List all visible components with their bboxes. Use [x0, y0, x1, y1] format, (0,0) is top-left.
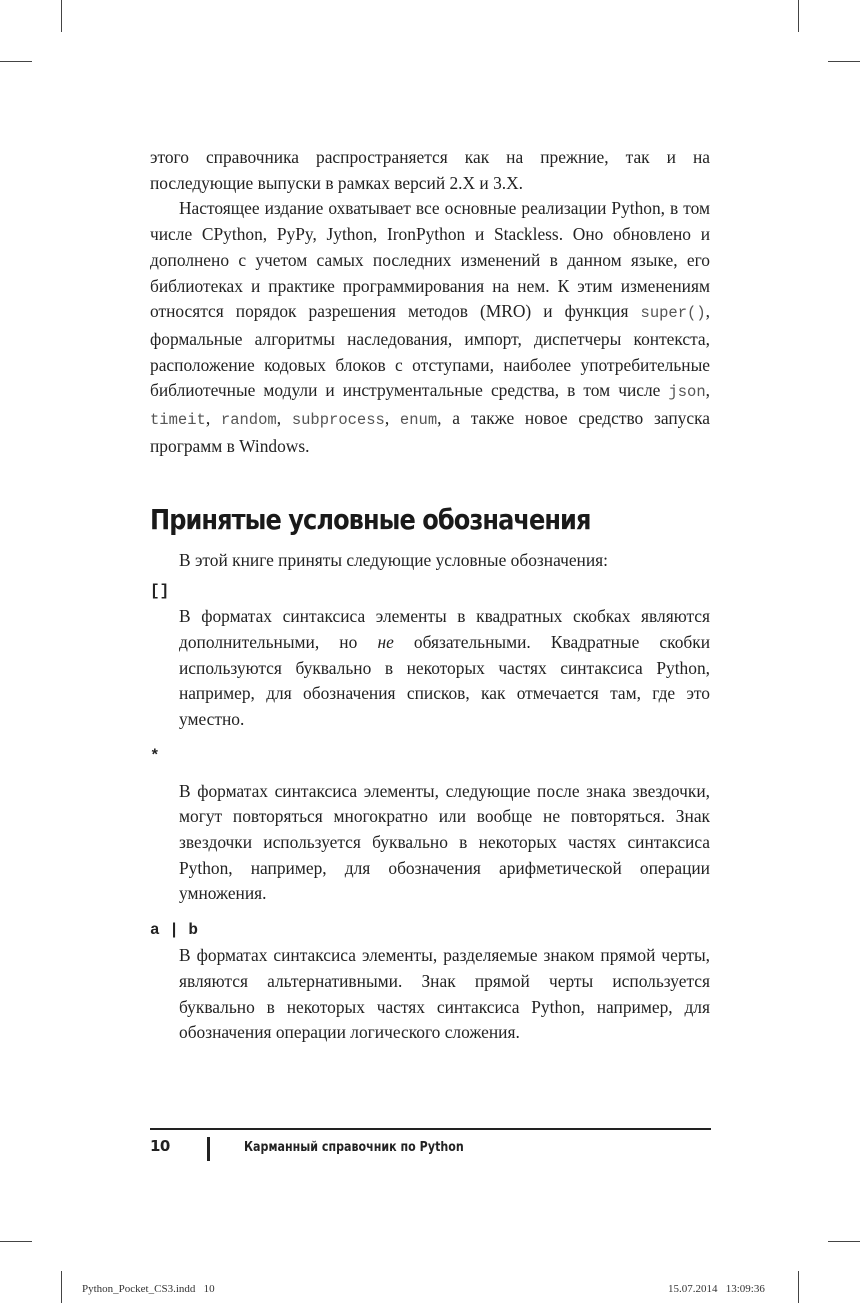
term-pipe: a | b [150, 921, 199, 940]
page-footer [150, 1137, 711, 1163]
crop-mark [0, 61, 32, 62]
footer-rule [150, 1128, 711, 1130]
section-heading: Принятые условные обозначения [150, 503, 591, 537]
desc-brackets: В форматах синтаксиса элементы в квадратных скобках являются дополнительными, но не обязательными. Квадратные скобки используются буквально в некоторых частях синтаксиса Python, например, для обозначения списков, как отмечается там, где это уместно. [179, 606, 710, 729]
code-json: json [668, 383, 706, 402]
desc-star: В форматах синтаксиса элементы, следующие после знака звездочки, могут повторяться многократно или вообще не повторяться. Знак звездочки используется буквально в некоторых частях синтаксиса Python, например, для обозначения арифметической операции умножения. [179, 780, 710, 904]
section-intro: В этой книге приняты следующие условные обозначения: [179, 550, 608, 571]
crop-mark [828, 1241, 860, 1242]
paragraph-edition: Настоящее издание охватывает все основные реализации Python, в том числе CPython, PyPy, Jython, IronPython и Stackless. Оно обновлено и дополнено с учетом самых последних изменений в данном языке, его библиотеках и практике программирования на нем. К этим изменениям относятся порядок разрешения методов (MRO) и функция super(), формальные алгоритмы наследования, импорт, диспетчеры контекста, расположение кодовых блоков с отступами, наиболее употребительные библиотечные модули и инструментальные средства, в том числе json, timeit, random, subprocess, enum, а также новое средство запуска программ в Windows. [150, 198, 710, 456]
code-subprocess: subprocess [291, 411, 385, 430]
code-random: random [220, 411, 277, 430]
crop-mark [61, 0, 62, 32]
desc-pipe: В форматах синтаксиса элементы, разделяемые знаком прямой черты, являются альтернативными. Знак прямой черты используется буквально в некоторых частях синтаксиса Python, например, для обозначения операции логического сложения. [179, 945, 710, 1043]
page-number: 10 [150, 1137, 170, 1155]
code-enum: enum [399, 411, 438, 430]
footer-separator [207, 1137, 210, 1161]
slug-timestamp: 15.07.2014 13:09:36 [668, 1283, 765, 1295]
crop-mark [798, 0, 799, 32]
term-star: * [150, 746, 160, 765]
paragraph-continuation: этого справочника распространяется как на прежние, так и на последующие выпуски в рамках версий 2.X и 3.X. [150, 147, 710, 193]
crop-mark [828, 61, 860, 62]
slug-filename: Python_Pocket_CS3.indd 10 [82, 1283, 215, 1295]
crop-mark [61, 1271, 62, 1303]
crop-mark [798, 1271, 799, 1303]
running-title: Карманный справочник по Python [244, 1139, 464, 1155]
term-brackets: [] [150, 582, 170, 601]
code-timeit: timeit [150, 411, 206, 430]
code-super: super() [640, 304, 706, 323]
crop-mark [0, 1241, 32, 1242]
page-body [150, 145, 710, 1046]
emphasis-not: не [377, 631, 394, 652]
